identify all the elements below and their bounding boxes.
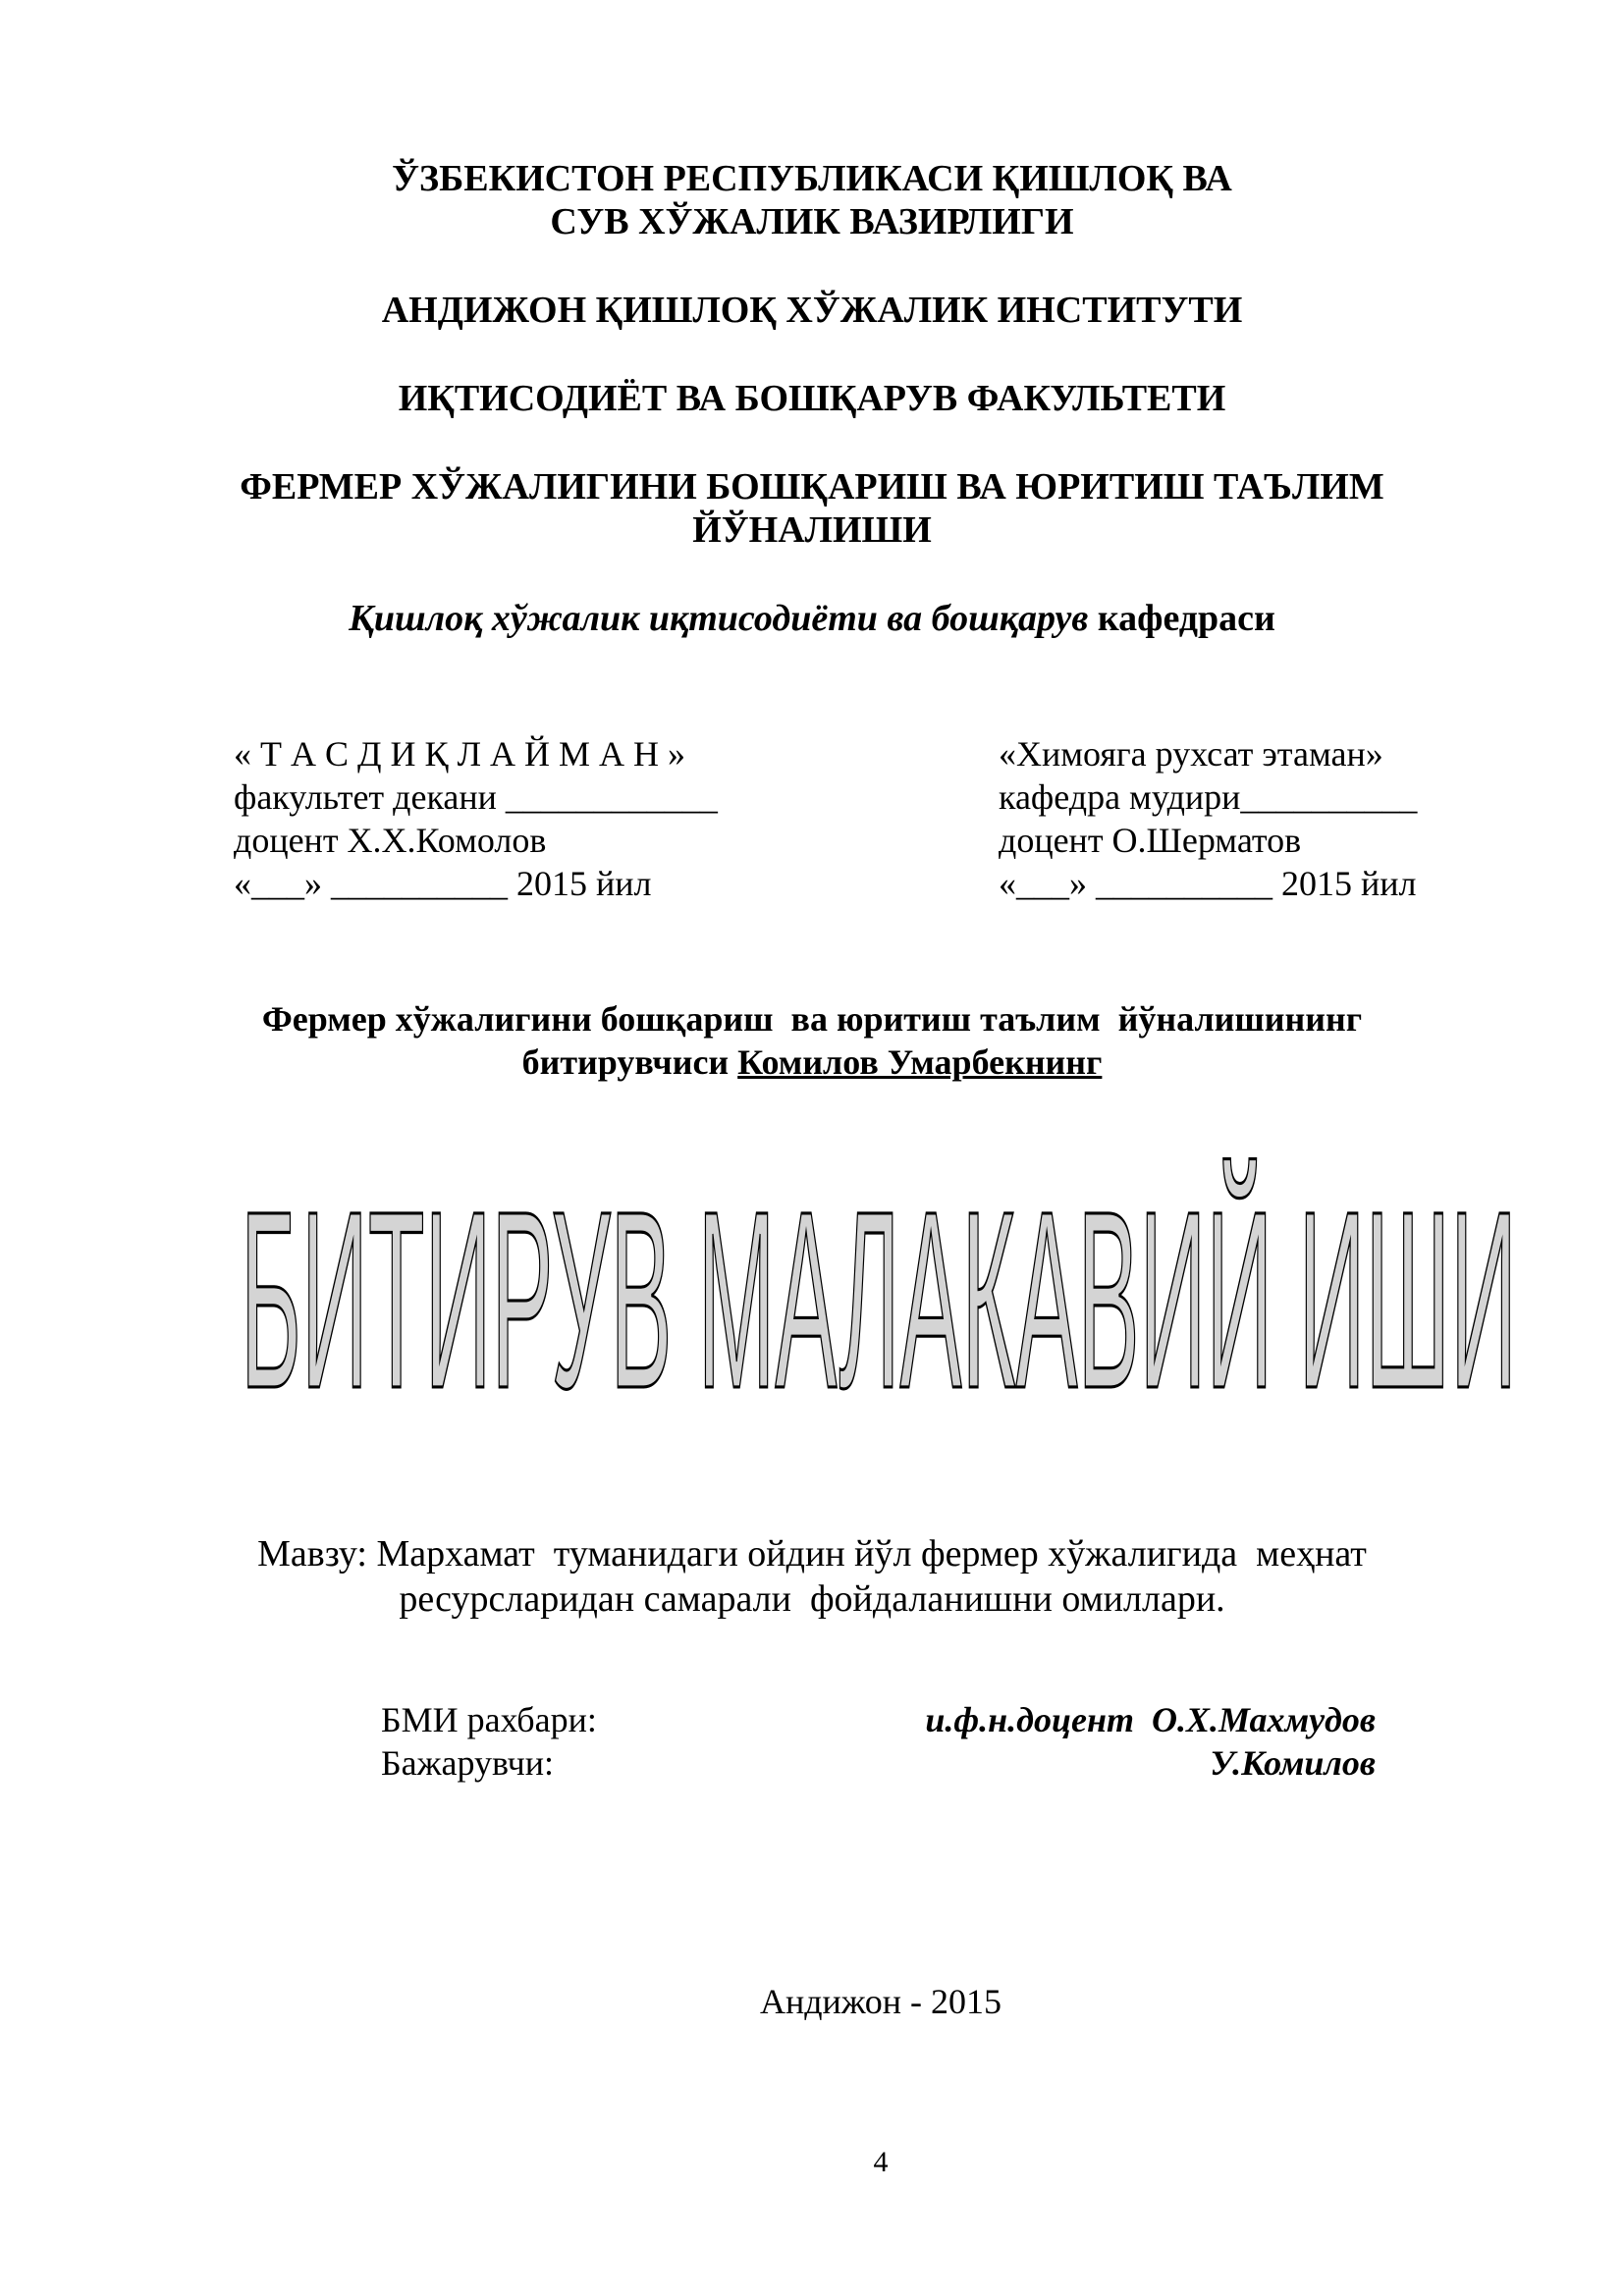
work-title-text: БИТИРУВ МАЛАКАВИЙ ИШИ <box>241 1159 1518 1418</box>
approval-left-line-3: доцент Х.Х.Комолов <box>234 821 547 860</box>
direction-line-2: ЙЎНАЛИШИ <box>692 509 932 551</box>
ministry-line-2: СУВ ХЎЖАЛИК ВАЗИРЛИГИ <box>550 201 1074 242</box>
direction-line-1: ФЕРМЕР ХЎЖАЛИГИНИ БОШҚАРИШ ВА ЮРИТИШ ТАЪЛИМ <box>240 466 1384 507</box>
approval-right-line-4: «___» __________ 2015 йил <box>999 864 1417 903</box>
approval-right-line-3: доцент О.Шерматов <box>999 821 1302 860</box>
supervisor-name: и.ф.н.доцент О.Х.Махмудов <box>925 1700 1376 1739</box>
work-title-wordart <box>226 1153 1532 1418</box>
department-name: Қишлоқ хўжалик иқтисодиёти ва бошқарув <box>349 598 1089 639</box>
approval-right-line-1: «Химояга рухсат этаман» <box>999 734 1383 774</box>
department-line <box>0 597 1624 640</box>
supervisor-label: БМИ рахбари: <box>381 1700 597 1739</box>
approval-left-line-4: «___» __________ 2015 йил <box>234 864 652 903</box>
topic-line-1: Мавзу: Мархамат туманидаги ойдин йўл фермер хўжалигида меҳнат <box>257 1533 1367 1575</box>
department-suffix: кафедраси <box>1088 598 1275 639</box>
ministry-line-1: ЎЗБЕКИСТОН РЕСПУБЛИКАСИ ҚИШЛОҚ ВА <box>392 158 1232 199</box>
executor-label: Бажарувчи: <box>381 1743 555 1783</box>
faculty-name: ИҚТИСОДИЁТ ВА БОШҚАРУВ ФАКУЛЬТЕТИ <box>398 378 1226 419</box>
topic-line-2: ресурсларидан самарали фойдаланишни омиллари. <box>399 1578 1225 1620</box>
institute-name: АНДИЖОН ҚИШЛОҚ ХЎЖАЛИК ИНСТИТУТИ <box>381 290 1243 331</box>
page-number: 4 <box>873 2146 889 2178</box>
graduate-prefix: битирувчиси <box>521 1042 738 1082</box>
graduate-line-1: Фермер хўжалигини бошқариш ва юритиш таълим йўналишининг <box>261 999 1363 1039</box>
approval-right-line-2: кафедра мудири__________ <box>999 777 1418 817</box>
graduate-line-2 <box>0 1041 1624 1084</box>
approval-left-line-2: факультет декани ____________ <box>234 777 718 817</box>
executor-name: У.Комилов <box>1210 1743 1376 1783</box>
graduate-name: Комилов Умарбекнинг <box>737 1042 1103 1082</box>
approval-left-line-1: « Т А С Д И Қ Л А Й М А Н » <box>234 734 685 774</box>
city-year: Андижон - 2015 <box>759 1982 1002 2021</box>
